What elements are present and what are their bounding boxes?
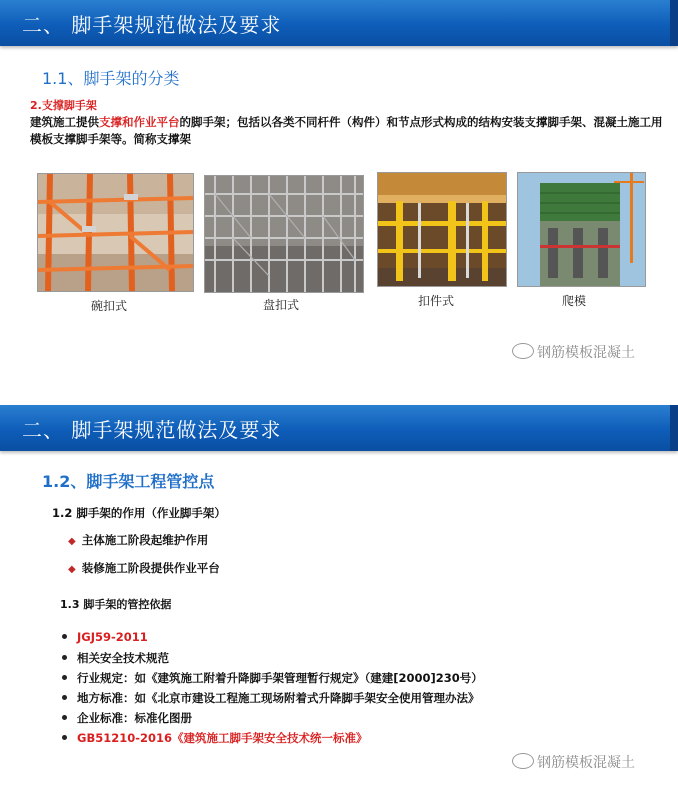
diamond-bullet-icon: ◆ (68, 536, 76, 547)
watermark: 钢筋模板混凝土 (512, 752, 635, 772)
list-item: 相关安全技术规范 (62, 650, 169, 666)
list-item: JGJ59-2011 (62, 630, 148, 644)
slide-header-bar (0, 0, 678, 46)
dot-bullet-icon (62, 675, 67, 680)
dot-bullet-icon (62, 655, 67, 660)
slide-control-points (0, 395, 678, 808)
photo-climbing-formwork (517, 172, 646, 287)
list-item: ◆ 装修施工阶段提供作业平台 (68, 561, 220, 575)
slide-header-title: 二、 脚手架规范做法及要求 (22, 418, 282, 442)
highlight-text: 支撑和作业平台 (99, 115, 180, 129)
watermark: 钢筋模板混凝土 (512, 342, 635, 362)
dot-bullet-icon (62, 735, 67, 740)
list-item: 行业规定：如《建筑施工附着升降脚手架管理暂行规定》（建建[2000]230号） (62, 670, 483, 686)
section-title: 1.1、脚手架的分类 (42, 69, 180, 88)
photo-coupler-scaffold (377, 172, 507, 287)
wechat-icon (512, 753, 534, 769)
subheading-function: 1.2 脚手架的作用（作业脚手架） (52, 506, 226, 520)
slide-header-title: 二、 脚手架规范做法及要求 (22, 13, 282, 37)
slide-header-bar (0, 405, 678, 451)
subtitle: 2.支撑脚手架 (30, 99, 97, 112)
caption-disc-buckle: 盘扣式 (263, 298, 300, 312)
dot-bullet-icon (62, 634, 67, 639)
wechat-icon (512, 343, 534, 359)
slide-classification (0, 0, 678, 395)
list-item: 企业标准：标准化图册 (62, 710, 192, 726)
list-item: GB51210-2016《建筑施工脚手架安全技术统一标准》 (62, 730, 368, 746)
list-item: 地方标准：如《北京市建设工程施工现场附着式升降脚手架安全使用管理办法》 (62, 690, 480, 706)
caption-climbing-formwork: 爬模 (562, 294, 587, 308)
photo-bowl-buckle-scaffold (37, 173, 194, 292)
diamond-bullet-icon: ◆ (68, 564, 76, 575)
description-paragraph: 建筑施工提供支撑和作业平台的脚手架；包括以各类不同杆件（构件）和节点形式构成的结构安装支撑脚手架、混凝土施工用模板支撑脚手架等。简称支撑架 (30, 115, 663, 146)
dot-bullet-icon (62, 715, 67, 720)
caption-coupler: 扣件式 (418, 294, 455, 308)
list-item: ◆ 主体施工阶段起维护作用 (68, 533, 209, 547)
caption-bowl-buckle: 碗扣式 (91, 299, 128, 313)
section-title: 1.2、脚手架工程管控点 (42, 472, 215, 491)
photo-disc-buckle-scaffold (204, 175, 364, 293)
dot-bullet-icon (62, 695, 67, 700)
subheading-basis: 1.3 脚手架的管控依据 (60, 598, 172, 611)
